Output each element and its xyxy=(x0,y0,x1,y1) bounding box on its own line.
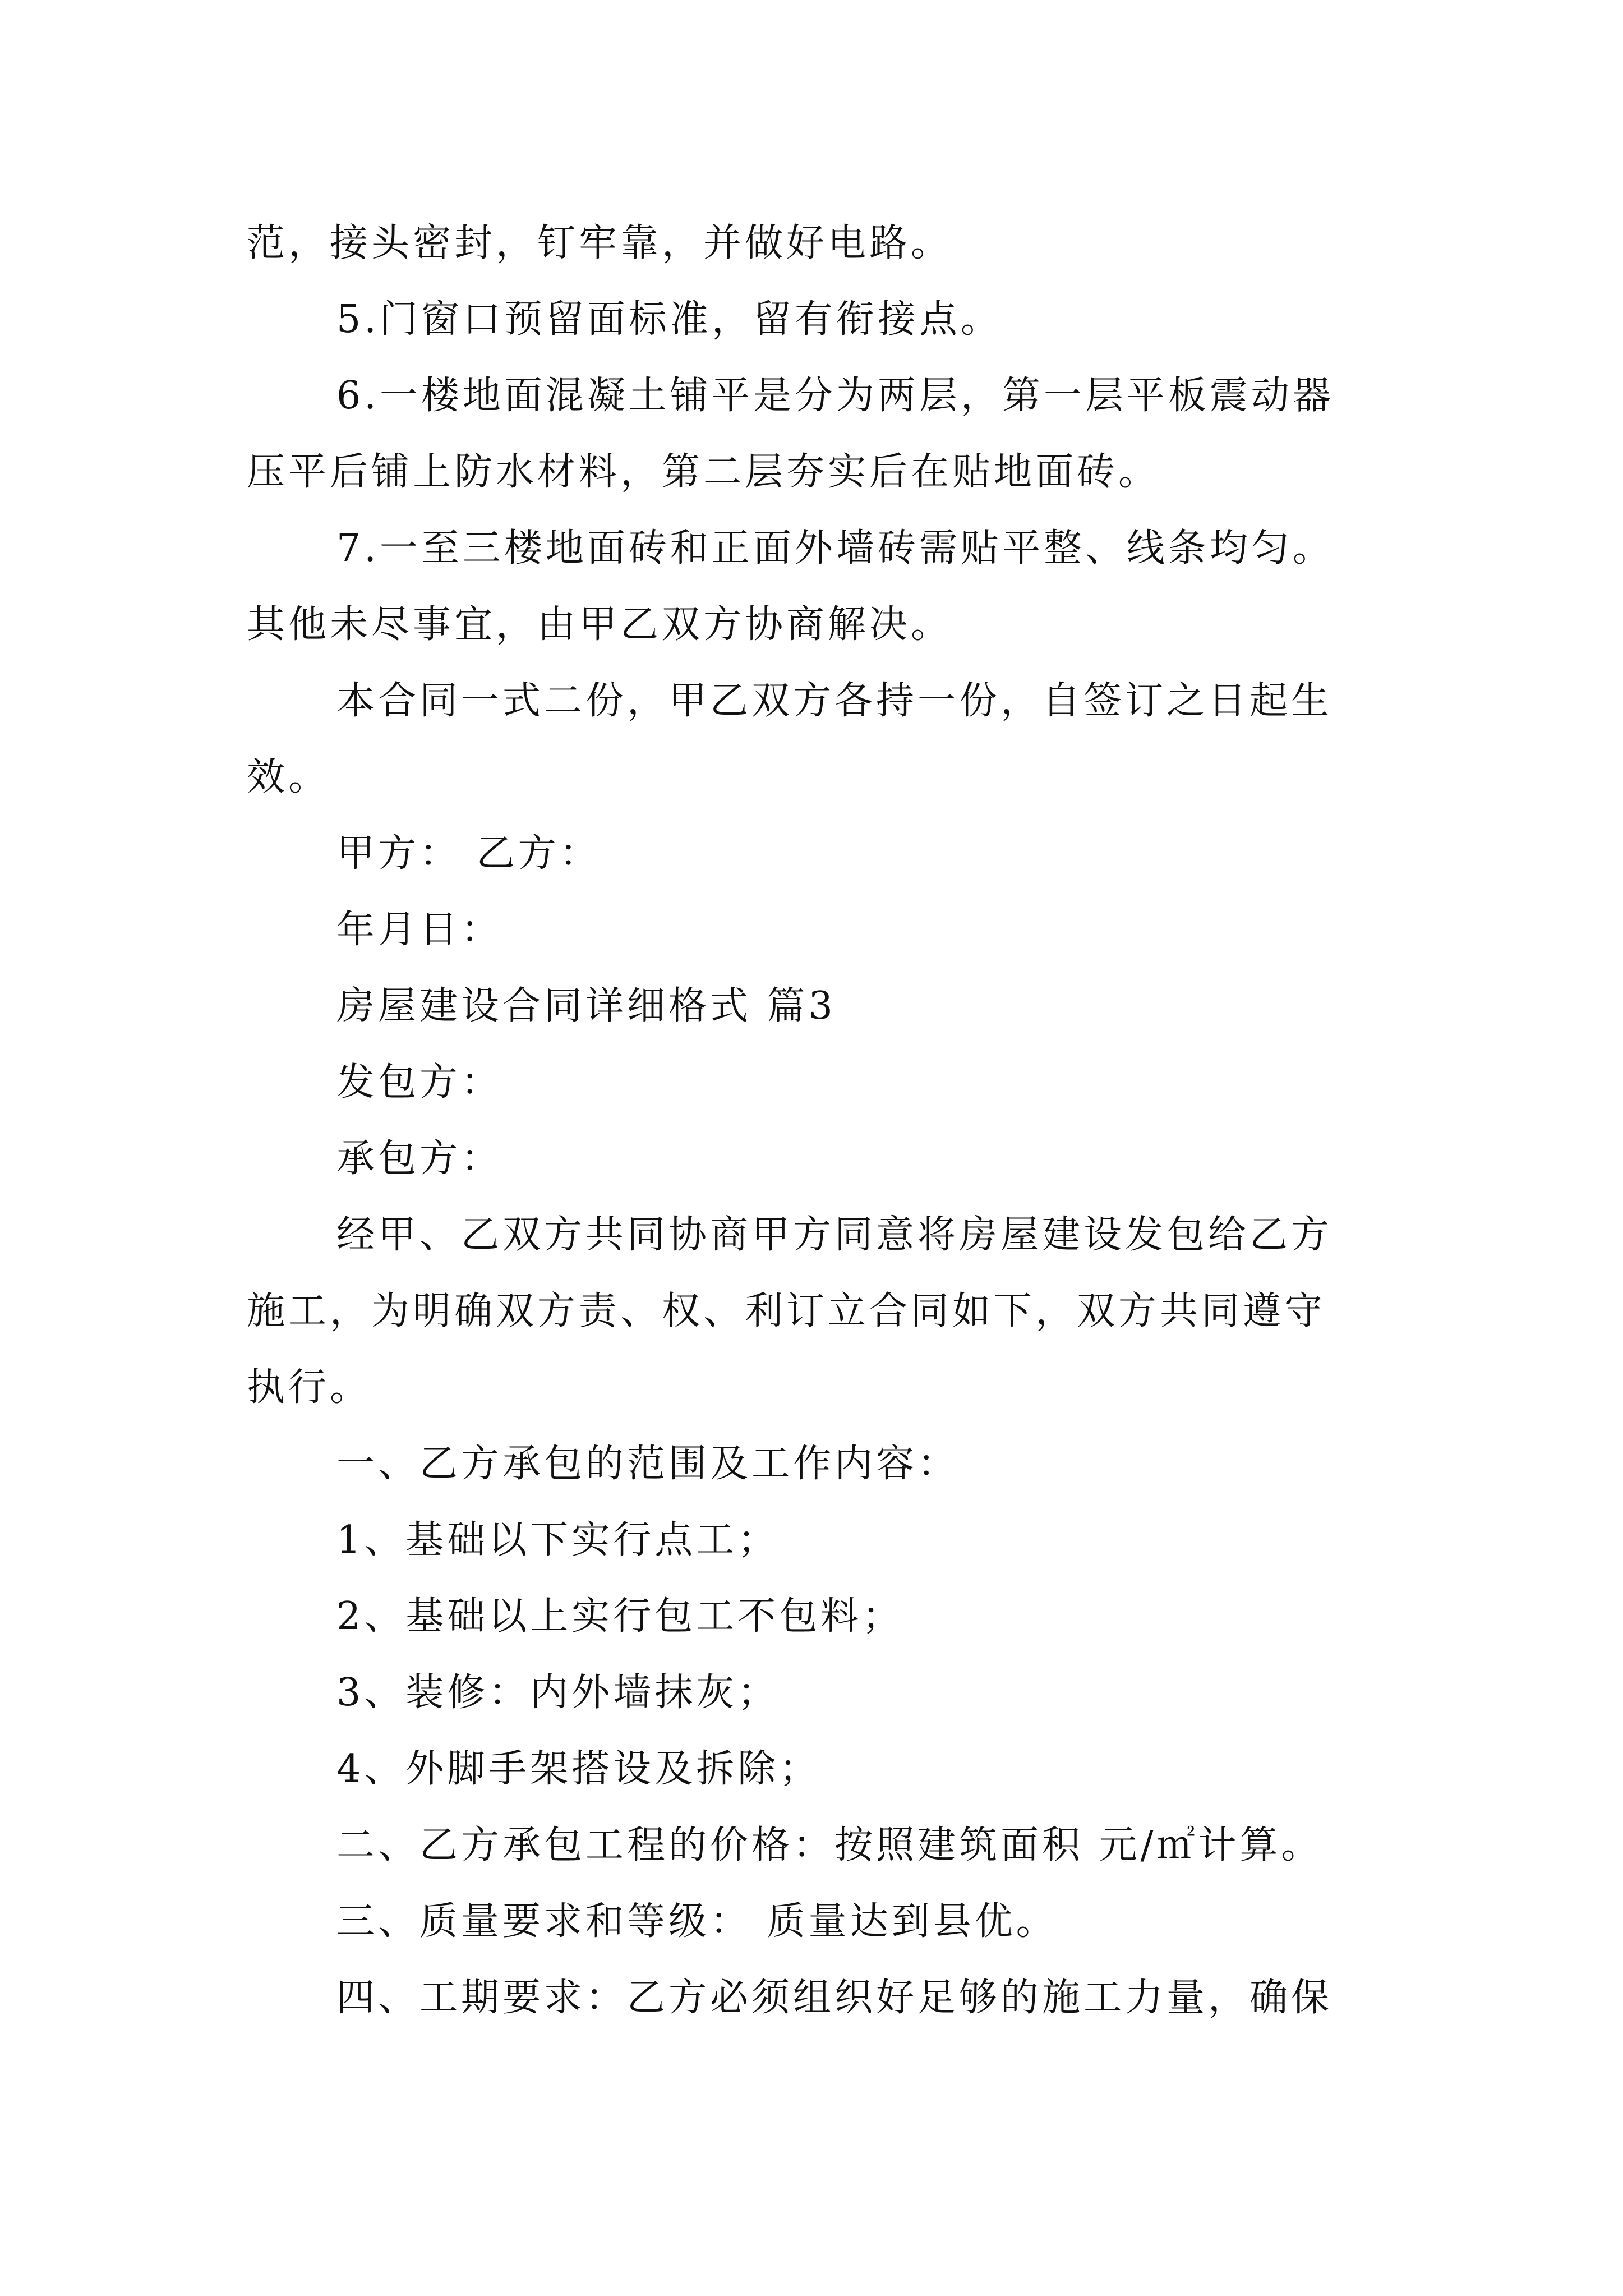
text-line: 承包方： xyxy=(336,1137,503,1181)
text-line: 6.一楼地面混凝土铺平是分为两层，第一层平板震动器 xyxy=(336,374,1334,418)
text-line: 其他未尽事宜，由甲乙双方协商解决。 xyxy=(247,602,953,647)
list-item: 2、基础以上实行包工不包料； xyxy=(336,1594,904,1639)
list-item: 1、基础以下实行点工； xyxy=(336,1518,780,1562)
list-item: 4、外脚手架搭设及拆除； xyxy=(336,1747,821,1791)
signature-line: 甲方： 乙方： xyxy=(336,831,601,876)
text-line: 5.门窗口预留面标准，留有衔接点。 xyxy=(336,297,1002,342)
text-line: 执行。 xyxy=(247,1365,372,1410)
text-line: 效。 xyxy=(247,755,330,799)
list-item: 3、装修：内外墙抹灰； xyxy=(336,1671,780,1715)
text-line: 发包方： xyxy=(336,1060,503,1105)
text-line: 施工，为明确双方责、权、利订立合同如下，双方共同遵守 xyxy=(247,1289,1326,1333)
text-line: 压平后铺上防水材料，第二层夯实后在贴地面砖。 xyxy=(247,450,1160,494)
section-heading: 房屋建设合同详细格式 篇3 xyxy=(336,984,836,1028)
text-line: 本合同一式二份，甲乙双方各持一份，自签订之日起生 xyxy=(336,679,1333,723)
text-line: 四、工期要求：乙方必须组织好足够的施工力量，确保 xyxy=(336,1976,1333,2020)
date-line: 年月日： xyxy=(336,908,503,952)
text-line: 一、乙方承包的范围及工作内容： xyxy=(336,1442,960,1486)
text-line: 三、质量要求和等级： 质量达到县优。 xyxy=(336,1899,1058,1944)
text-line: 7.一至三楼地面砖和正面外墙砖需贴平整、线条均匀。 xyxy=(336,526,1334,570)
text-line: 范，接头密封，钉牢靠，并做好电路。 xyxy=(247,221,953,265)
text-line: 经甲、乙双方共同协商甲方同意将房屋建设发包给乙方 xyxy=(336,1213,1333,1257)
text-line: 二、乙方承包工程的价格：按照建筑面积 元/㎡计算。 xyxy=(336,1823,1323,1867)
